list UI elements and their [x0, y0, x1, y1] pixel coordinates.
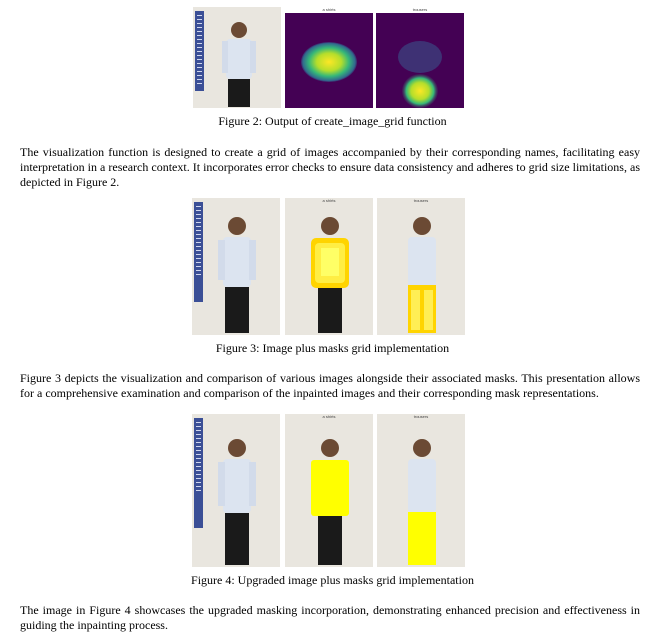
- panel-title: trousers: [413, 198, 429, 203]
- trousers-overlay-svg: [377, 198, 465, 335]
- figure-2-photo: [193, 7, 281, 108]
- paragraph-1: The visualization function is designed to create a grid of images accompanied by their corresponding names, facilitating easy interpretation in a research context. It incorporates error checks to ensure data consistency and adheres to grid size limitations, as depicted in Figure 2.: [20, 145, 640, 189]
- figure-2-caption: Figure 2: Output of create_image_grid function: [218, 114, 447, 128]
- shirts-overlay-svg: [285, 198, 373, 335]
- shirts-heatmap-svg: [285, 7, 373, 108]
- figure-3-photo: [192, 198, 280, 335]
- figure-2-trousers-heatmap: [376, 7, 464, 108]
- figure-4-shirts-mask: [285, 414, 373, 567]
- figure-3-shirts-overlay: [285, 198, 373, 335]
- figure-3-trousers-overlay: [377, 198, 465, 335]
- figure-4-photo: [192, 414, 280, 567]
- figure-4-caption: Figure 4: Upgraded image plus masks grid implementation: [191, 573, 474, 587]
- paragraph-3: The image in Figure 4 showcases the upgraded masking incorporation, demonstrating enhanced precision and effectiveness in guiding the inpainting process.: [20, 603, 640, 632]
- figure-4-trousers-mask: [377, 414, 465, 567]
- panel-title: a shirts: [322, 198, 336, 203]
- panel-title: trousers: [412, 7, 428, 12]
- figure-3-caption: Figure 3: Image plus masks grid implementation: [215, 341, 450, 355]
- figure-2-shirts-heatmap: [285, 7, 373, 108]
- trousers-heatmap-svg: [376, 7, 464, 108]
- panel-title: trousers: [413, 414, 429, 419]
- paragraph-2: Figure 3 depicts the visualization and comparison of various images alongside their associated masks. This presentation allows for a comprehensive examination and comparison of the inpainted images and their corresponding mask representations.: [20, 371, 640, 400]
- trousers-mask-svg: [377, 414, 465, 567]
- person-illustration: [192, 198, 280, 335]
- person-illustration: [192, 414, 280, 567]
- shirts-mask-svg: [285, 414, 373, 567]
- panel-title: a shirts: [322, 7, 336, 12]
- panel-title: a shirts: [322, 414, 336, 419]
- person-illustration: [193, 7, 281, 108]
